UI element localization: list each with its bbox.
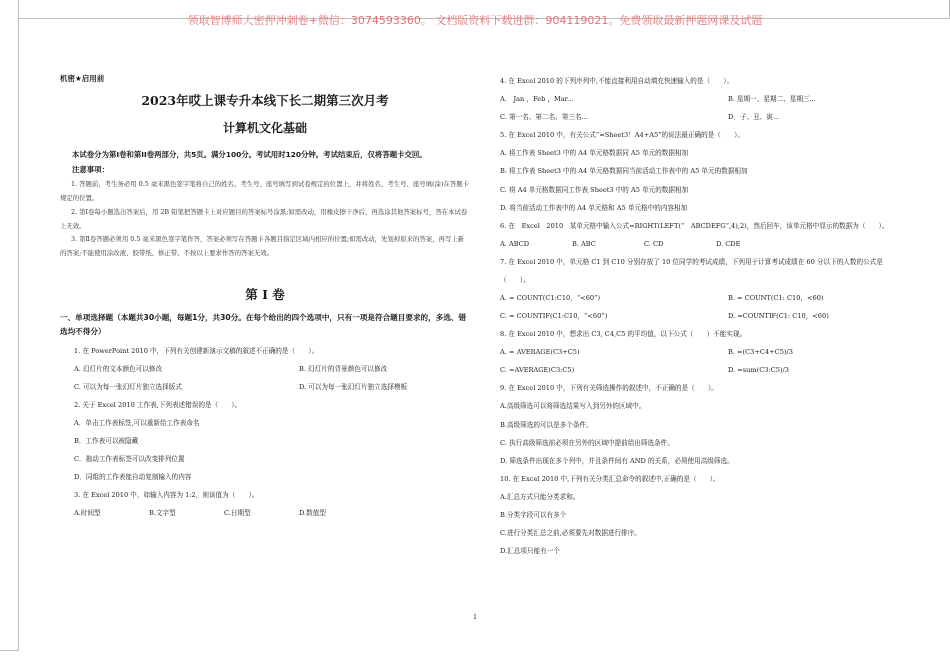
notice-item: 3. 第Ⅱ卷答题必须用 0.5 毫米黑色签字笔作答，答案必须写在答题卡各题目指定区域内相应的位置;如需改动，先划掉原来的答案，再写上新的答案;不能使用涂改液、胶带纸、修正带。不按以上要求作答的答案无效。 — [60, 235, 465, 258]
option-c: C. CD — [644, 239, 664, 248]
option-c: C. =AVERAGE(C3:C5) — [500, 366, 575, 375]
option-row — [500, 90, 900, 108]
option-c: C. 执行高级筛选前必须在另外的区域中提前给出筛选条件。 — [500, 438, 674, 447]
page-frame-left — [0, 0, 19, 651]
option-row — [500, 307, 900, 325]
option-c: C. 可以为每一张幻灯片独立选择版式 — [74, 383, 182, 392]
option-a: A. 幻灯片的文本颜色可以修改 — [74, 365, 163, 374]
notice-heading: 注意事项： — [72, 165, 109, 175]
option-row — [60, 378, 470, 396]
option-a: A．单击工作表标签,可以重新给工作表命名 — [74, 419, 200, 428]
option-b: B. 星期一、星期二、星期三... — [728, 95, 816, 104]
option-c: C.进行分类汇总之前,必须要先对数据进行排序。 — [500, 529, 641, 538]
option-c: C. 第一名、第二名、第三名... — [500, 113, 588, 122]
option-b: B. =(C3+C4+C5)/3 — [728, 348, 793, 357]
option-b: B. = COUNT(C1: C10，<60) — [728, 293, 824, 302]
notice-item: 2. 第Ⅰ卷每小题选出答案后，用 2B 铅笔把答题卡上对应题目的答案标号涂黑;如需改动，用橡皮擦干净后，再选涂其他答案标号，答在本试卷上无效。 — [60, 207, 468, 230]
option-row — [500, 289, 900, 307]
question-stem: 6. 在 Excel 2010 某单元格中输入公式=RIGHT(LEFT(“ ABCDEFG”,4),2)，然后回车，该单元格中显示的数据为（ ）。 — [500, 221, 889, 230]
question-stem: 10. 在 Excel 2010 中,下列有关分类汇总命令的叙述中,正确的是（ ）。 — [500, 474, 720, 483]
option-c: C. 将 A4 单元格数据同工作表 Sheet3 中的 A5 单元的数据相加 — [500, 185, 689, 194]
option-c: C．拖动工作表标签可以改变排列位置 — [74, 455, 185, 464]
option-a: A. ABCD — [500, 239, 530, 248]
question-stem: 9. 在 Excel 2010 中，下列有关筛选操作的叙述中，不正确的是（ ）。 — [500, 384, 718, 393]
option-b: B. 将工作表 Sheet3 中的 A4 单元格数据同当前活动工作表中的 A5 单元的数据相加 — [500, 167, 748, 176]
question-stem: 8. 在 Excel 2010 中，想求出 C3, C4,C5 的平均值，以下公式（ ）不能实现。 — [500, 330, 747, 339]
option-b: B.高级筛选的可以是多个条件。 — [500, 420, 593, 429]
question-stem: 2. 关于 Excel 2010 工作表,下列表述错误的是（ ）。 — [74, 401, 242, 410]
option-d: D．同组的工作表能自动复制输入的内容 — [74, 473, 192, 482]
option-d: D.数值型 — [299, 509, 326, 518]
option-d: D. 筛选条件出现在多个列中，并且条件间有 AND 的关系，必须使用高级筛选。 — [500, 456, 734, 465]
right-column — [500, 72, 900, 560]
exam-title: 2023年哎上课专升本线下长二期第三次月考 — [141, 93, 389, 109]
question-stem: 3. 在 Excel 2010 中，如输入内容为 1:2，则该值为（ ）。 — [74, 491, 259, 500]
option-d: D. CDE — [716, 239, 741, 248]
option-row — [500, 108, 900, 126]
option-c: C. = COUNTIF(C1:C10，“<60”) — [500, 311, 608, 320]
option-row — [60, 360, 470, 378]
option-d: D. 将当前活动工作表中的 A4 单元格和 A5 单元格中的内容相加 — [500, 203, 688, 212]
option-d: D.汇总项只能有一个 — [500, 547, 560, 556]
watermark-banner: 领取智博师大密押冲刺卷+微信：3074593360。 文档版资料下载进群：904119021。免费领取最新押题网课及试题 — [187, 14, 763, 27]
option-row — [500, 343, 900, 361]
option-a: A.高级筛选可以将筛选结果写入到另外的区域中。 — [500, 402, 646, 411]
question-stem: 5. 在 Excel 2010 中，有关公式“=Sheet3！A4+A5”的说法最正确的是（ ）。 — [500, 131, 744, 140]
section-heading: 一、单项选择题（本题共30小题，每题1分，共30分。在每个给出的四个选项中，只有一项是符合题目要求的，多选、错选均不得分） — [60, 312, 467, 337]
question-stem: 1. 在 PowerPoint 2010 中，下列有关创建新演示文稿的叙述不正确的是（ ）。 — [74, 347, 319, 356]
option-row — [60, 504, 470, 522]
option-a: A. = COUNT(C1:C10，“<60”) — [500, 293, 601, 302]
option-a: A. = AVERAGE(C3+C5) — [500, 348, 580, 357]
option-a: A.时间型 — [74, 509, 101, 518]
option-c: C.日期型 — [224, 509, 251, 518]
notice-item: 1. 答题前，考生务必用 0.5 毫米黑色签字笔将自己的姓名、考生号、座号填写到试卷规定的位置上，并将姓名、考生号、座号填(涂)在答题卡规定的位置。 — [60, 180, 469, 203]
part-title: 第 I 卷 — [245, 286, 285, 302]
option-b: B.分类字段可以有多个 — [500, 510, 567, 519]
option-d: D．子、丑、寅... — [728, 113, 780, 122]
option-d: D. =sum(C3:C5)/3 — [728, 366, 789, 375]
option-b: B．工作表可以被隐藏 — [74, 437, 139, 446]
option-b: B. ABC — [572, 239, 596, 248]
question-stem: 7. 在 Excel 2010 中，单元格 C1 到 C10 分别存放了 10 位同学的考试成绩，下列用于计算考试成绩在 60 分以下的人数的公式是（ ）。 — [500, 257, 883, 284]
exam-intro: 本试卷分为第I卷和第II卷两部分，共5页。满分100分。考试用时120分钟。考试结束后，仅将答题卡交回。 — [72, 150, 427, 159]
option-d: D. =COUNTIF(C1: C10，<60) — [728, 311, 829, 320]
confidential-label: 机密★启用前 — [60, 74, 105, 83]
question-stem: 4. 在 Excel 2010 的下列序列中,不能直接利用自动填充快速输入的是（ ）。 — [500, 77, 734, 85]
option-a: A. 将工作表 Sheet3 中的 A4 单元格数据同 A5 单元的数据相加 — [500, 149, 689, 158]
option-b: B. 幻灯片的背景颜色可以修改 — [299, 365, 388, 374]
subject-title: 计算机文化基础 — [222, 121, 307, 135]
option-d: D. 可以为每一张幻灯片独立选择模板 — [299, 383, 408, 392]
option-a: A. Jan ，Feb ，Mar... — [500, 95, 574, 104]
option-row — [500, 235, 900, 253]
option-b: B.文字型 — [149, 509, 176, 518]
option-a: A.汇总方式只能分类求和。 — [500, 492, 580, 501]
option-row — [500, 361, 900, 379]
page-number: 1 — [473, 614, 477, 621]
left-column — [60, 72, 470, 522]
